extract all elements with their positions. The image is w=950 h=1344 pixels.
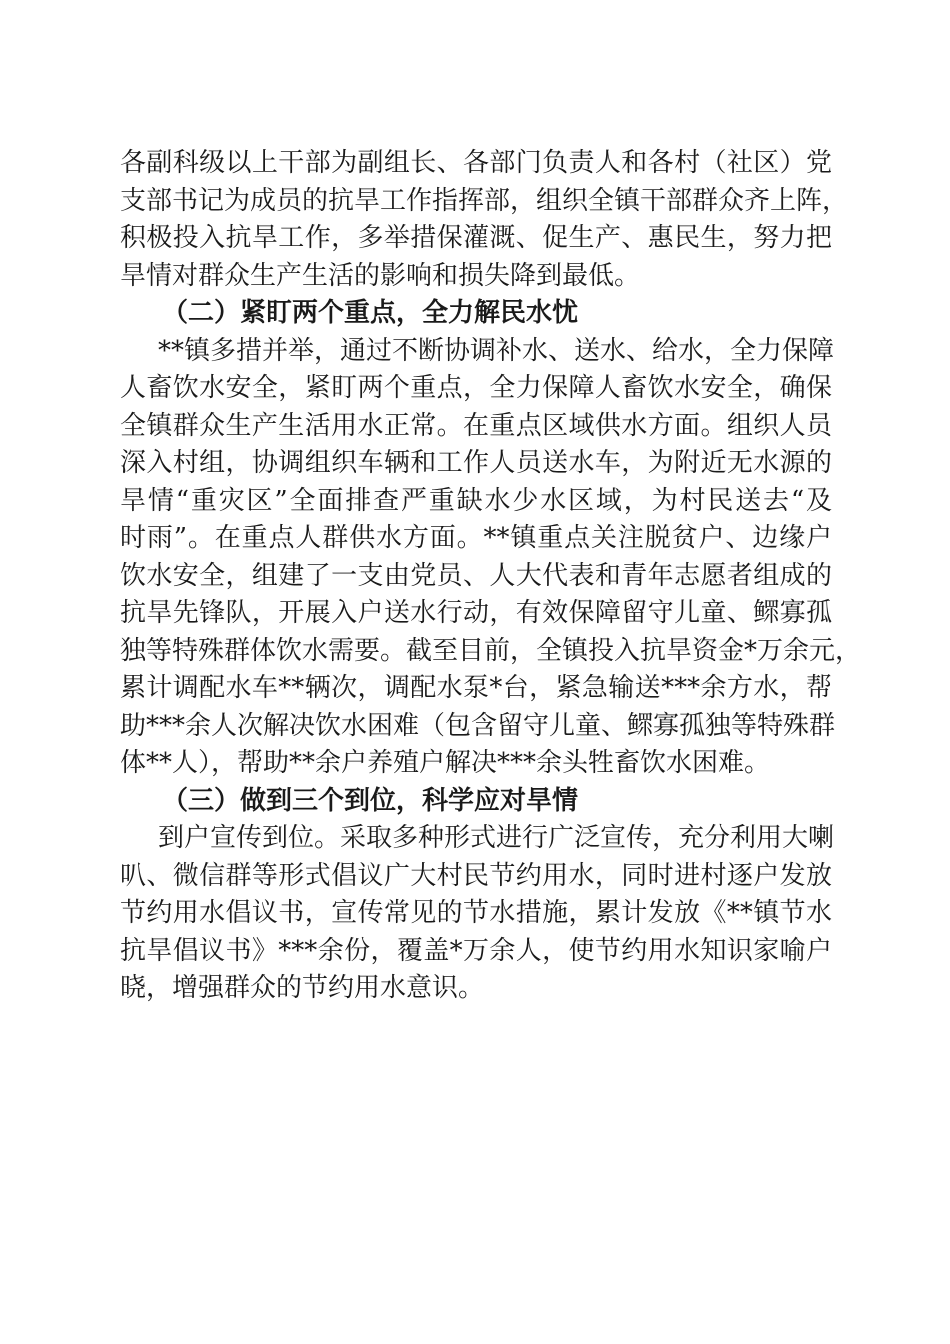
text-line: 体**人），帮助**余户养殖户解决***余头牲畜饮水困难。 — [120, 748, 771, 778]
document-body — [120, 145, 862, 1008]
text-line: 人畜饮水安全，紧盯两个重点，全力保障人畜饮水安全，确保 — [120, 373, 832, 403]
text-line: 时雨”。在重点人群供水方面。**镇重点关注脱贫户、边缘户 — [120, 523, 832, 553]
text-line: 叭、微信群等形式倡议广大村民节约用水，同时进村逐户发放 — [120, 860, 832, 891]
text-line: 节约用水倡议书，宣传常见的节水措施，累计发放《**镇节水 — [120, 898, 832, 928]
text-line: **镇多措并举，通过不断协调补水、送水、给水，全力保障 — [158, 335, 835, 366]
section-heading-2: （二）紧盯两个重点，全力解民水忧 — [162, 298, 579, 328]
text-line: 抗旱倡议书》***余份，覆盖*万余人，使节约用水知识家喻户 — [120, 935, 832, 966]
text-line: 旱情对群众生产生活的影响和损失降到最低。 — [120, 260, 641, 291]
paragraph-2 — [120, 333, 862, 783]
text-line: 累计调配水车**辆次，调配水泵*台，紧急输送***余方水，帮 — [120, 673, 832, 703]
paragraph-3 — [120, 820, 835, 1008]
text-line: 全镇群众生产生活用水正常。在重点区域供水方面。组织人员 — [120, 410, 832, 441]
text-line: 饮水安全，组建了一支由党员、人大代表和青年志愿者组成的 — [120, 560, 832, 591]
text-line: 助***余人次解决饮水困难（包含留守儿童、鳏寡孤独等特殊群 — [120, 710, 836, 741]
text-line: 到户宣传到位。采取多种形式进行广泛宣传，充分利用大喇 — [158, 823, 835, 853]
text-line: 各副科级以上干部为副组长、各部门负责人和各村（社区）党 — [120, 148, 832, 178]
text-line: 独等特殊群体饮水需要。截至目前，全镇投入抗旱资金*万余元， — [120, 635, 862, 666]
text-line: 旱情“重灾区”全面排查严重缺水少水区域，为村民送去“及 — [120, 485, 832, 516]
text-line: 抗旱先锋队，开展入户送水行动，有效保障留守儿童、鳏寡孤 — [120, 598, 832, 628]
text-line: 支部书记为成员的抗旱工作指挥部，组织全镇干部群众齐上阵， — [120, 185, 849, 216]
text-line: 晓，增强群众的节约用水意识。 — [120, 973, 485, 1003]
text-line: 积极投入抗旱工作，多举措保灌溉、促生产、惠民生，努力把 — [120, 223, 832, 253]
paragraph-1 — [120, 145, 849, 295]
section-heading-3: （三）做到三个到位，科学应对旱情 — [162, 785, 579, 816]
text-line: 深入村组，协调组织车辆和工作人员送水车，为附近无水源的 — [120, 448, 832, 478]
